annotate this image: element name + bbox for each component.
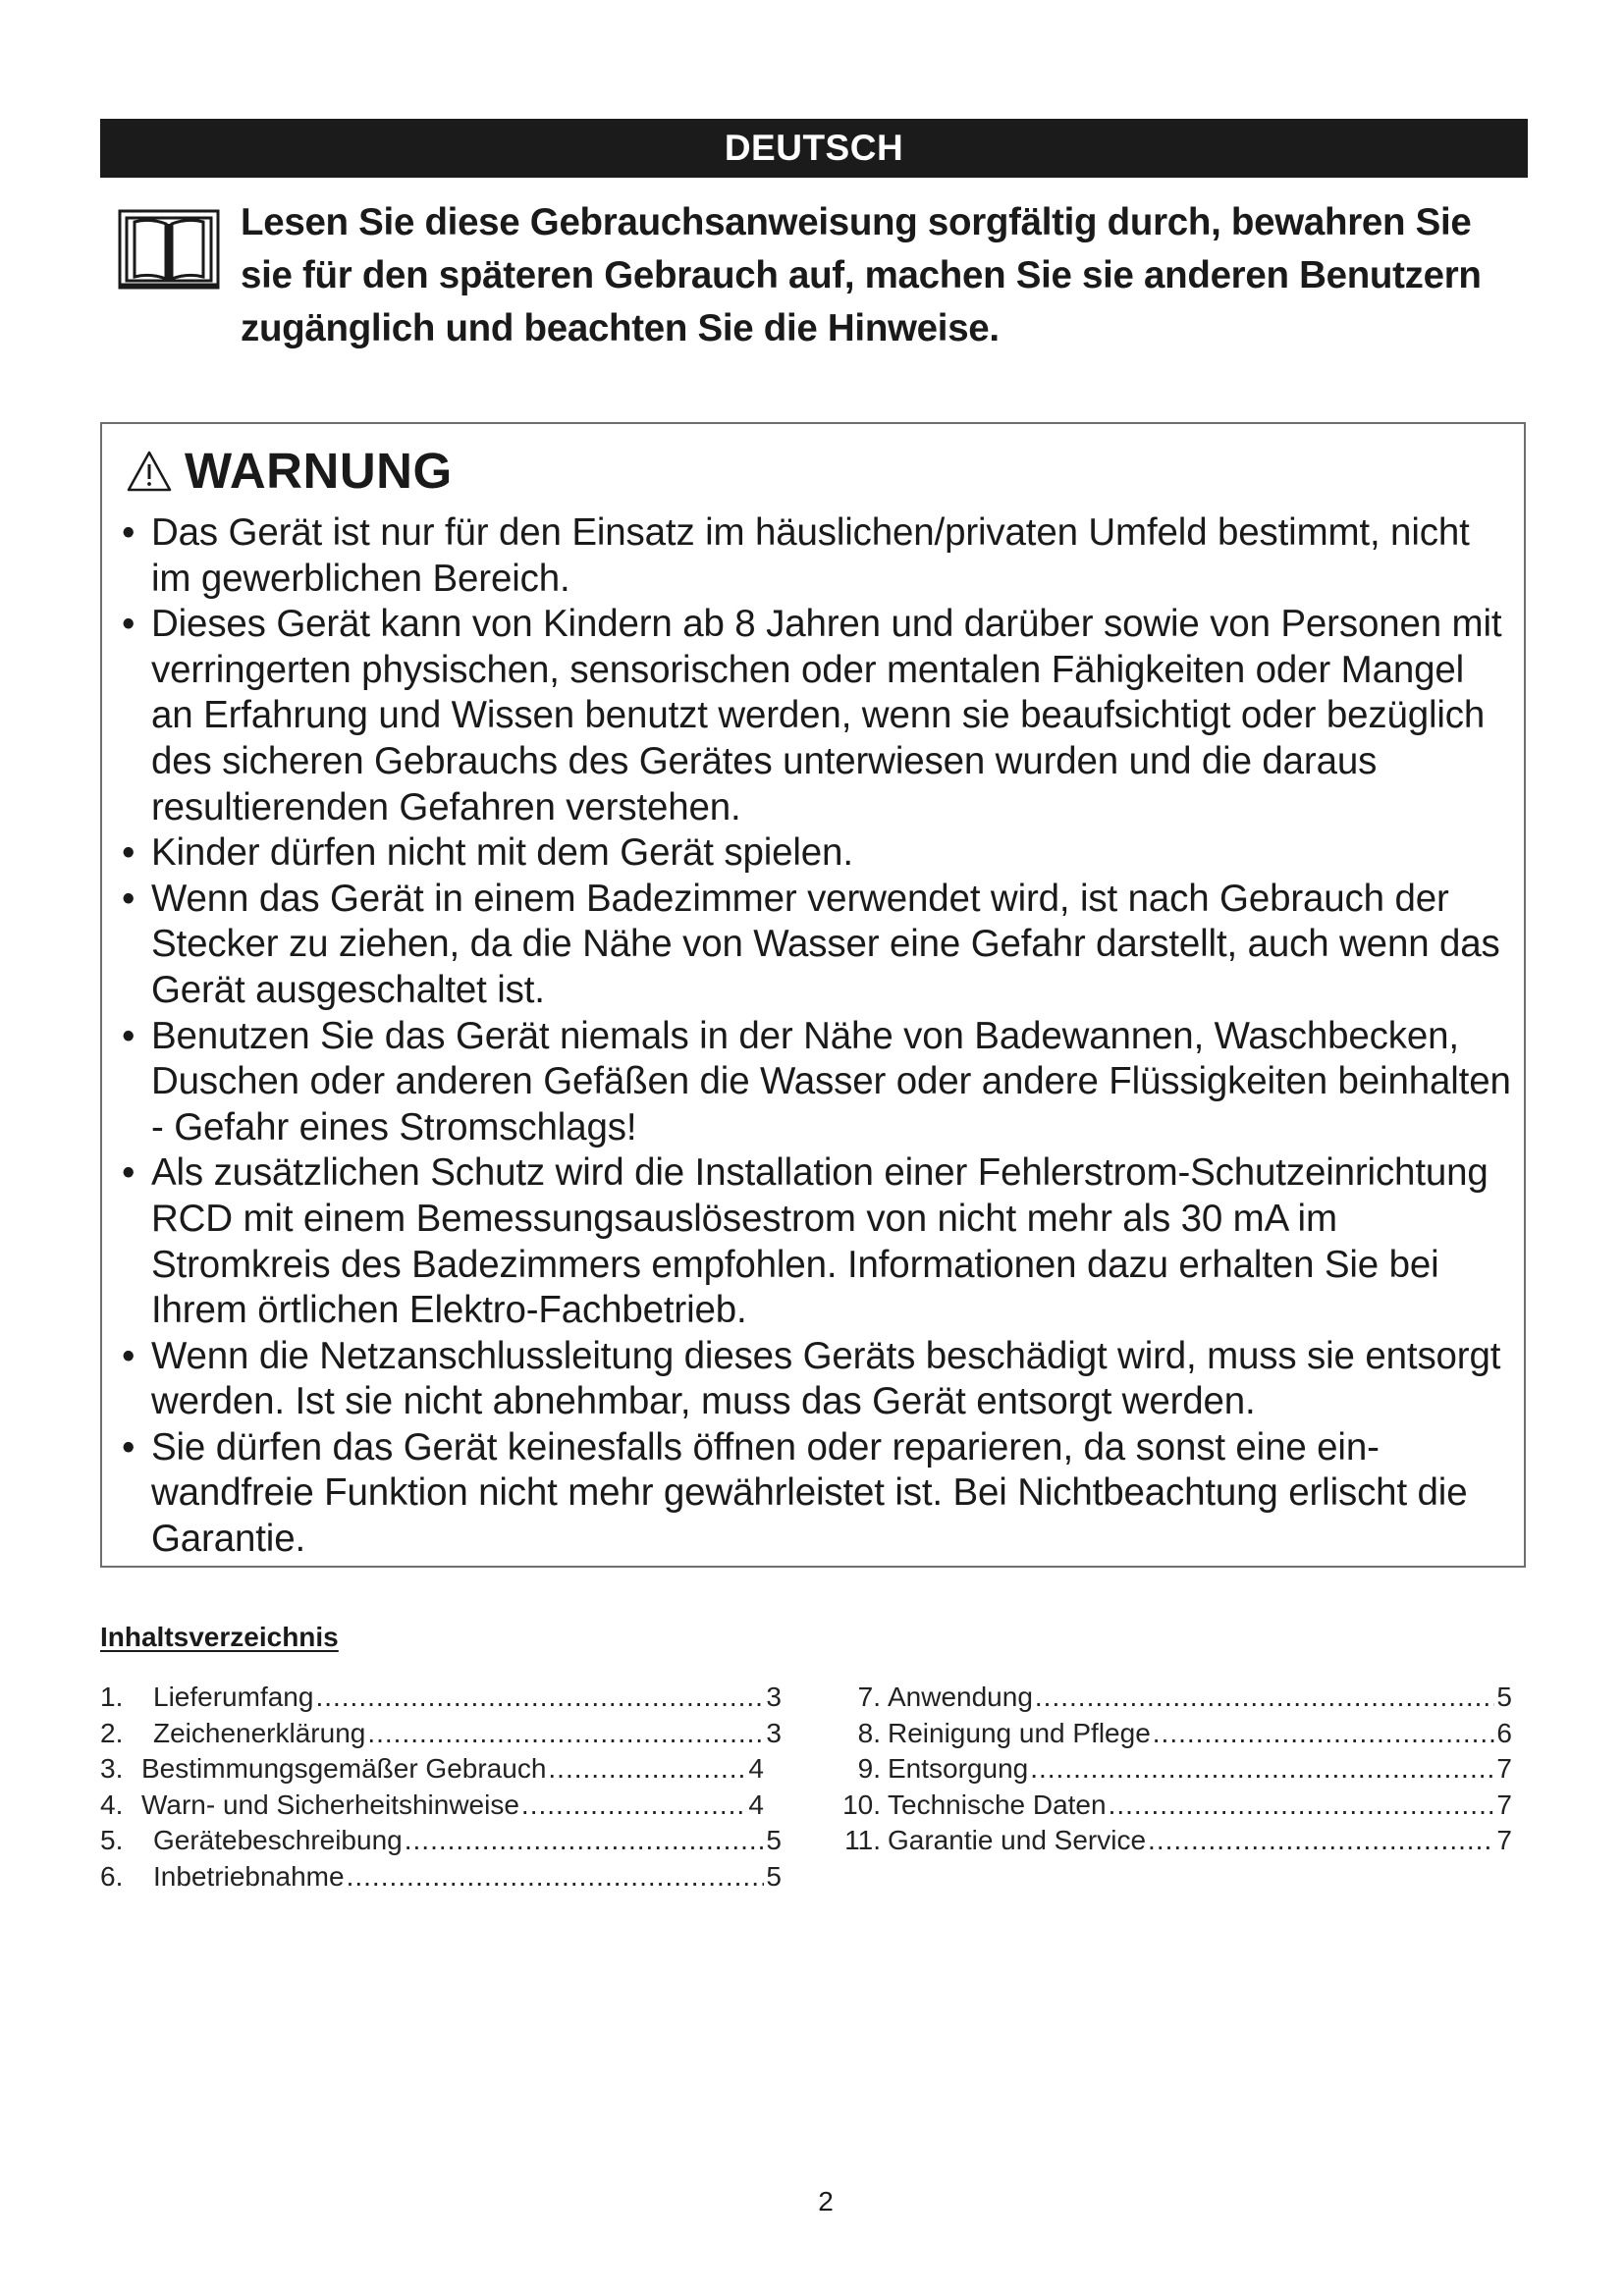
toc-entry-title: Anwendung (888, 1682, 1033, 1712)
toc-leader-dots (1035, 1680, 1495, 1716)
toc-entry-number: 11. (844, 1825, 881, 1855)
toc-entry-title: Bestimmungsgemäßer Gebrauch (141, 1753, 547, 1784)
toc-entry[interactable] (100, 1680, 782, 1716)
toc-leader-dots (1153, 1716, 1495, 1752)
intro-text: Lesen Sie diese Gebrauchsanweisung sorgfältig durch, bewahren Sie sie für den späteren Gebrauch auf, machen Sie sie anderen Benutzern zugänglich und beachten Sie die Hinweise. (241, 201, 1482, 349)
toc-entry[interactable] (100, 1859, 782, 1896)
toc-entry[interactable] (837, 1823, 1512, 1859)
warning-item: • Als zusätzlichen Schutz wird die Installation einer Fehlerstrom-Schutzeinrichtung RCD mit einem Bemessungsauslösestrom von nicht mehr als 30 mA im Stromkreis des Badezimmers empfohlen. Informationen dazu erhalten Sie bei Ihrem örtlichen Elektro-Fachbetrieb. (120, 1150, 1514, 1333)
book-icon (117, 208, 221, 291)
toc-entry-number: 9. (857, 1753, 881, 1784)
toc-entry-number: 8. (857, 1717, 881, 1748)
warning-item: • Wenn die Netzanschlussleitung dieses Geräts beschädigt wird, muss sie entsorgt werden. Ist sie nicht abnehmbar, muss das Gerät entsorgt werden. (120, 1334, 1514, 1425)
toc-entry-number: 10. (842, 1789, 881, 1820)
warning-title: WARNUNG (185, 442, 453, 499)
toc-entry[interactable] (100, 1823, 782, 1859)
toc-leader-dots (347, 1859, 765, 1896)
warning-title-row (126, 438, 453, 503)
toc-leader-dots (405, 1823, 765, 1859)
toc-entry-title: Garantie und Service (888, 1825, 1147, 1855)
toc-entry-number: 6. (100, 1860, 124, 1892)
warning-item: • Das Gerät ist nur für den Einsatz im häuslichen/privaten Umfeld bestimmt, nicht im gewerblichen Bereich. (120, 510, 1514, 602)
toc-entry[interactable] (837, 1751, 1512, 1788)
toc-entry[interactable] (100, 1716, 782, 1752)
toc-entry-title: Inbetriebnahme (153, 1860, 345, 1892)
toc-entry-page: 5 (1496, 1682, 1512, 1712)
toc-entry[interactable] (837, 1716, 1512, 1752)
toc-leader-dots (521, 1788, 747, 1824)
warning-item: • Benutzen Sie das Gerät niemals in der Nähe von Badewannen, Waschbecken, Duschen oder anderen Gefäßen die Wasser oder andere Flüssigkeiten beinhalten - Gefahr eines Stromschlags! (120, 1014, 1514, 1151)
toc-entry-page: 6 (1496, 1717, 1512, 1748)
toc-entry-page: 7 (1496, 1753, 1512, 1784)
toc-leader-dots (315, 1680, 764, 1716)
toc-leader-dots (1148, 1823, 1494, 1859)
toc-entry-title: Zeichenerklärung (153, 1717, 366, 1748)
toc-entry[interactable] (100, 1788, 764, 1824)
toc-entry[interactable] (837, 1680, 1512, 1716)
warning-box (100, 422, 1526, 1568)
toc-entry-title: Technische Daten (888, 1789, 1107, 1820)
language-header: DEUTSCH (100, 119, 1528, 178)
toc-entry-number: 1. (100, 1682, 124, 1712)
warning-item: • Dieses Gerät kann von Kindern ab 8 Jahren und darüber sowie von Personen mit verringerten physischen, sensorischen oder mentalen Fähigkeiten oder Mangel an Erfahrung und Wissen benutzt werden, wenn sie beaufsichtigt oder bezüglich des sicheren Gebrauchs des Gerätes unterwiesen wurden und die daraus resultierenden Gefahren verstehen. (120, 602, 1514, 830)
warning-triangle-icon (126, 450, 173, 493)
toc-heading: Inhaltsverzeichnis (100, 1622, 339, 1652)
toc-entry-title: Gerätebeschreibung (153, 1825, 403, 1855)
toc-entry-number: 5. (100, 1825, 124, 1855)
toc-entry-page: 3 (766, 1717, 782, 1748)
toc-entry-page: 3 (766, 1682, 782, 1712)
toc-entry-title: Entsorgung (888, 1753, 1029, 1784)
toc-entry-page: 4 (748, 1753, 764, 1784)
toc-right-column (837, 1680, 1512, 1859)
toc-entry-title: Lieferumfang (153, 1682, 314, 1712)
toc-entry[interactable] (100, 1751, 764, 1788)
toc-leader-dots (367, 1716, 764, 1752)
toc-entry-number: 7. (857, 1682, 881, 1712)
toc-leader-dots (1030, 1751, 1494, 1788)
toc-entry-number: 3. (100, 1753, 124, 1784)
toc-entry[interactable] (837, 1788, 1512, 1824)
toc-leader-dots (1109, 1788, 1495, 1824)
toc-entry-page: 7 (1496, 1825, 1512, 1855)
toc-entry-number: 4. (100, 1789, 124, 1820)
warning-list (120, 510, 1514, 1563)
page-number: 2 (818, 2186, 834, 2216)
toc-entry-page: 4 (748, 1789, 764, 1820)
toc-entry-page: 5 (766, 1860, 782, 1892)
toc-leader-dots (548, 1751, 746, 1788)
toc-left-column (100, 1680, 782, 1895)
toc-entry-number: 2. (100, 1717, 124, 1748)
toc-entry-page: 5 (766, 1825, 782, 1855)
toc-entry-title: Reinigung und Pflege (888, 1717, 1151, 1748)
warning-item: • Wenn das Gerät in einem Badezimmer verwendet wird, ist nach Gebrauch der Stecker zu ziehen, da die Nähe von Wasser eine Gefahr darstellt, auch wenn das Gerät ausgeschaltet ist. (120, 877, 1514, 1014)
toc-entry-title: Warn- und Sicherheitshinweise (141, 1789, 519, 1820)
warning-item: • Kinder dürfen nicht mit dem Gerät spielen. (120, 830, 1514, 877)
toc-entry-page: 7 (1496, 1789, 1512, 1820)
warning-item: • Sie dürfen das Gerät keinesfalls öffnen oder reparieren, da sonst eine einwandfreie Funktion nicht mehr gewährleistet ist. Bei Nichtbeachtung erlischt die Garantie. (120, 1425, 1514, 1563)
